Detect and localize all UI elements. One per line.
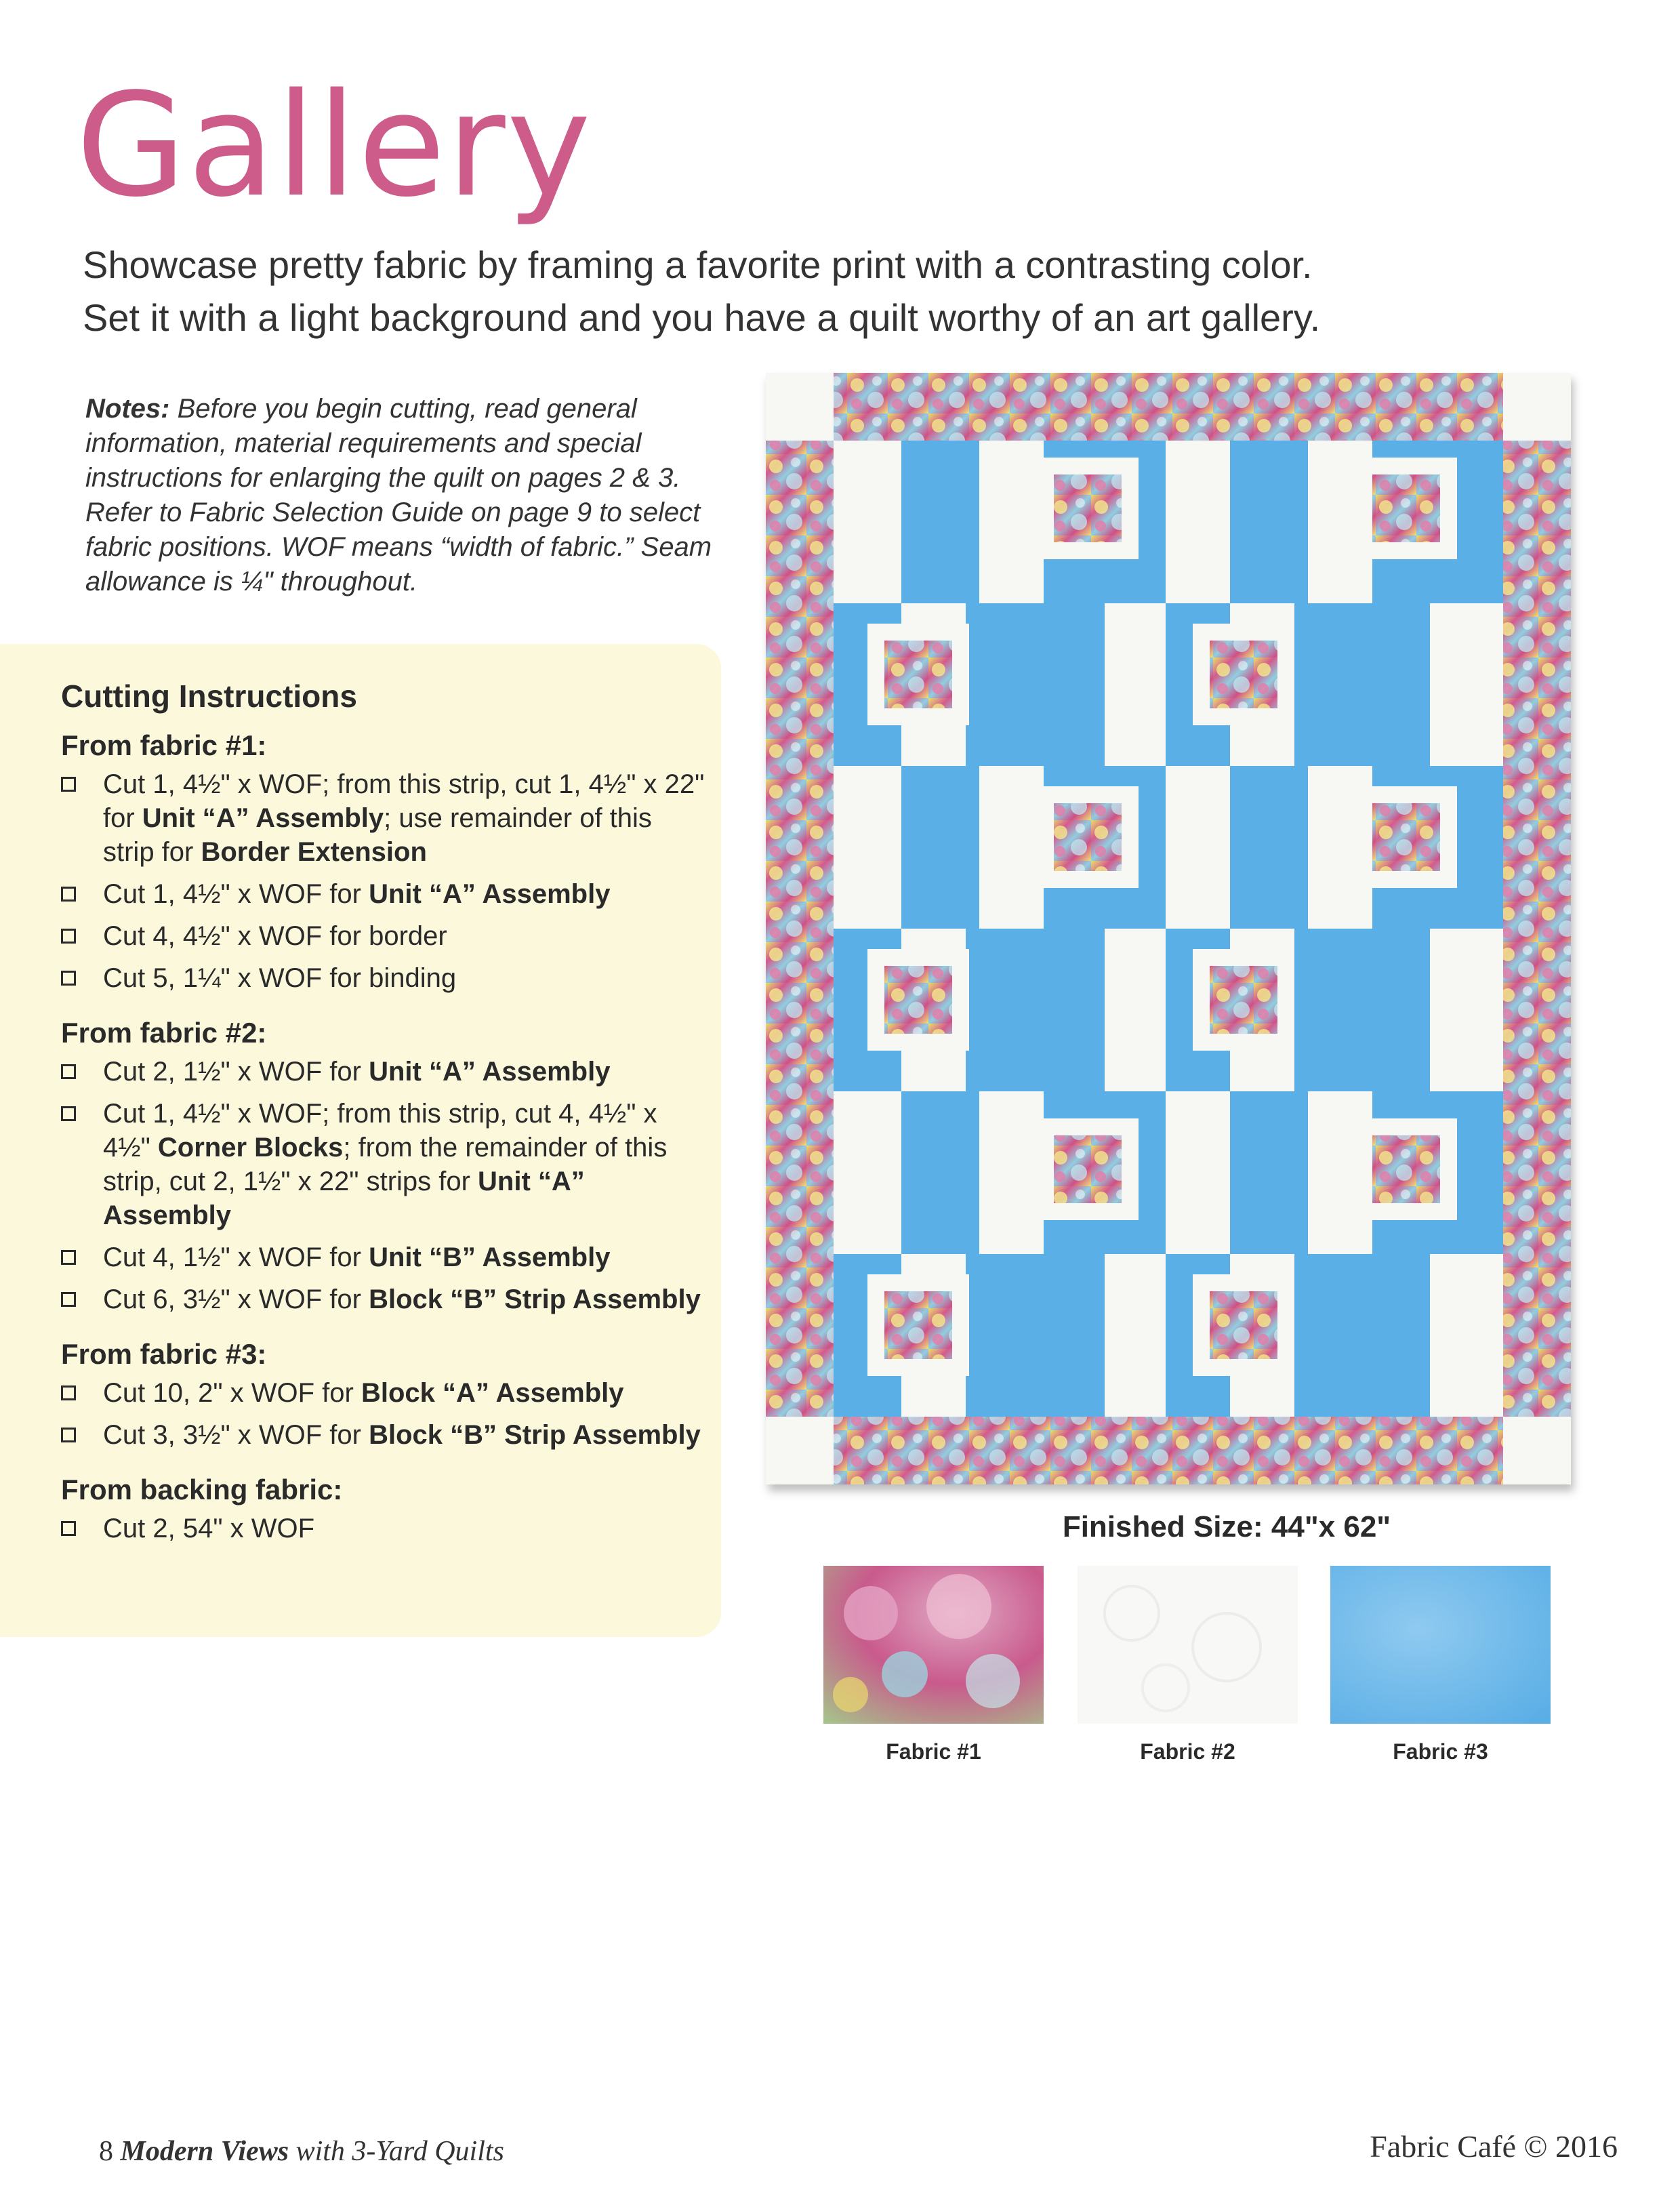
book-title-bold: Modern Views	[120, 2136, 289, 2167]
book-title-rest: with 3-Yard Quilts	[295, 2136, 504, 2167]
corner-block	[766, 1417, 834, 1484]
checkbox-icon	[61, 1428, 76, 1442]
fabric3-item: Cut 10, 2" x WOF for Block “A” Assembly	[61, 1376, 705, 1410]
fabric3-label: Fabric #3	[1393, 1739, 1488, 1764]
fabric2-label: Fabric #2	[1140, 1739, 1235, 1764]
notes-label: Notes:	[85, 394, 170, 424]
corner-block	[1503, 373, 1571, 441]
fabric3-item: Cut 3, 3½" x WOF for Block “B” Strip Assembly	[61, 1418, 705, 1452]
backing-heading: From backing fabric:	[61, 1474, 343, 1505]
checkbox-icon	[61, 777, 76, 792]
fabric1-item: Cut 5, 1¼" x WOF for binding	[61, 961, 705, 995]
backing-list	[61, 1512, 705, 1545]
footer-book-title	[99, 2135, 504, 2168]
checkbox-icon	[61, 1521, 76, 1536]
page-number: 8	[99, 2136, 113, 2167]
fabric2-heading: From fabric #2:	[61, 1017, 267, 1049]
checkbox-icon	[61, 1064, 76, 1079]
notes-text: Before you begin cutting, read general information, material requirements and special instructions for enlarging the quilt on pages 2 & 3. Refer to Fabric Selection Guide on page 9 to select fabric positions. WOF means “width of fabric.” Seam allowance is ¼" throughout.	[85, 394, 712, 596]
fabric1-heading: From fabric #1:	[61, 729, 267, 761]
intro-line-2: Set it with a light background and you have a quilt worthy of an art gallery.	[83, 296, 1321, 339]
fabric1-item: Cut 1, 4½" x WOF for Unit “A” Assembly	[61, 877, 705, 911]
fabric1-list	[61, 767, 705, 995]
intro-text	[83, 239, 1560, 344]
fabric2-item: Cut 2, 1½" x WOF for Unit “A” Assembly	[61, 1055, 705, 1089]
fabric1-swatch	[823, 1566, 1044, 1724]
fabric3-list	[61, 1376, 705, 1452]
checkbox-icon	[61, 1385, 76, 1400]
checkbox-icon	[61, 887, 76, 902]
notes-paragraph	[85, 392, 716, 599]
cutting-instructions-panel	[0, 644, 721, 1637]
fabric2-item: Cut 6, 3½" x WOF for Block “B” Strip Assembly	[61, 1282, 705, 1316]
corner-block	[1503, 1417, 1571, 1484]
backing-item: Cut 2, 54" x WOF	[61, 1512, 705, 1545]
fabric1-label: Fabric #1	[886, 1739, 981, 1764]
fabric3-heading: From fabric #3:	[61, 1338, 267, 1370]
finished-size: Finished Size: 44"x 62"	[1062, 1510, 1391, 1543]
fabric2-swatch	[1078, 1566, 1298, 1724]
checkbox-icon	[61, 1292, 76, 1307]
corner-block	[766, 373, 834, 441]
quilt-photo	[766, 373, 1571, 1484]
page-title: Gallery	[76, 62, 592, 228]
fabric2-item: Cut 1, 4½" x WOF; from this strip, cut 4, 4½" x 4½" Corner Blocks; from the remainder of this strip, cut 2, 1½" x 22" strips for Unit “A” Assembly	[61, 1097, 705, 1232]
fabric1-item: Cut 4, 4½" x WOF for border	[61, 919, 705, 953]
checkbox-icon	[61, 971, 76, 986]
intro-line-1: Showcase pretty fabric by framing a favorite print with a contrasting color.	[83, 243, 1313, 286]
checkbox-icon	[61, 1106, 76, 1121]
fabric1-item: Cut 1, 4½" x WOF; from this strip, cut 1, 4½" x 22" for Unit “A” Assembly; use remainder of this strip for Border Extension	[61, 767, 705, 869]
cutting-title: Cutting Instructions	[61, 679, 357, 714]
footer-copyright: Fabric Café © 2016	[1370, 2129, 1618, 2164]
fabric2-list	[61, 1055, 705, 1316]
fabric3-swatch	[1330, 1566, 1551, 1724]
fabric2-item: Cut 4, 1½" x WOF for Unit “B” Assembly	[61, 1240, 705, 1274]
checkbox-icon	[61, 929, 76, 944]
checkbox-icon	[61, 1250, 76, 1265]
